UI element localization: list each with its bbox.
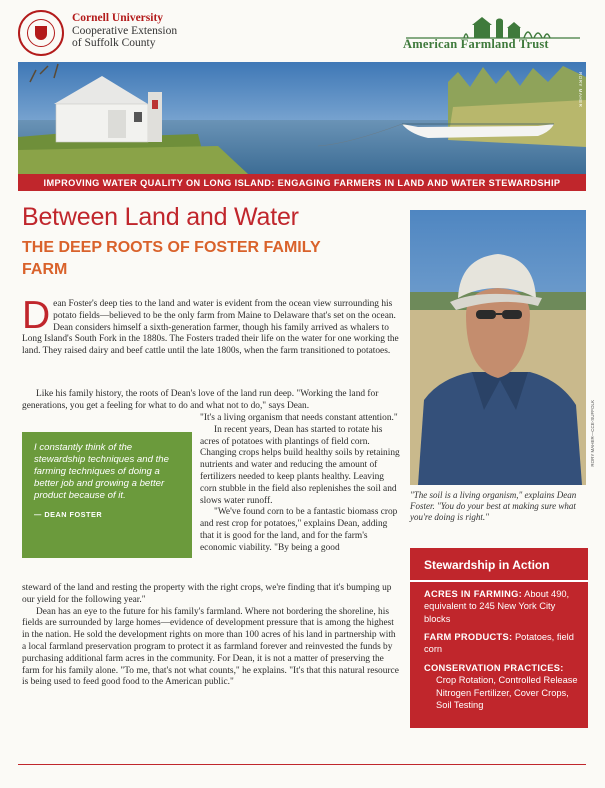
tagline-bar: IMPROVING WATER QUALITY ON LONG ISLAND: ENGAGING FARMERS IN LAND AND WATER STEWARDSHIP — [18, 174, 586, 191]
sidebar-heading: Stewardship in Action — [424, 558, 550, 572]
aft-name: American Farmland Trust — [403, 37, 549, 51]
article-full-width-text — [22, 583, 400, 689]
portrait-photo-dean-foster — [410, 210, 586, 485]
cornell-seal-logo — [18, 10, 64, 56]
article-right-column — [200, 413, 400, 555]
cornell-extension-name — [72, 12, 177, 50]
article-paragraph-5: Dean has an eye to the future for his family's farmland. Where not bordering the shoreline, his fields are surrounded by large homes—evidence of development pressure that is among the highest in the nation. He sold the development rights on more than 100 acres of his land in partnership with a local farmland preservation program to protect it as farmland forever and reinvested the funds by purchasing additional farm acres in the community. For Dean, it is not a matter of preserving the farm for his family alone. "To me, that's not what counts," he explains. "It's that this natural resource is being used to feed good food to the American public." — [22, 606, 399, 688]
drop-cap: D — [22, 294, 51, 337]
banner-photo-barn-boat — [18, 62, 586, 174]
products-label: FARM PRODUCTS: — [424, 632, 513, 642]
portrait-photo-credit: RORY MAHER—CCE-SUFFOLK — [590, 400, 595, 467]
pull-quote-text: I constantly think of the stewardship techniques and the farming techniques of doing a better job and growing a better product because of it. — [34, 442, 169, 501]
practices-value: Crop Rotation, Controlled Release Nitrogen Fertilizer, Cover Crops, Soil Testing — [436, 675, 578, 711]
sidebar-products — [424, 631, 582, 656]
cornell-name: Cornell University — [72, 12, 164, 24]
paragraph-1-text: ean Foster's deep ties to the land and water is evident from the ocean view surrounding his potato fields—believed to be the only farm from Maine to Delaware that's set on the ocean. Dean considers himself a sixth-generation farmer, though his family arrived as whalers to Long Island's South Fork in the 1880s. The Fosters traded their life on the water for one working the land. They raised dairy and beef cattle until the late 1800s, when the farm transitioned to potatoes. — [22, 299, 399, 357]
article-subtitle: THE DEEP ROOTS OF FOSTER FAMILY FARM — [22, 239, 321, 278]
sidebar-divider — [410, 580, 588, 582]
county-line: of Suffolk County — [72, 37, 156, 49]
acres-label: ACRES IN FARMING: — [424, 589, 523, 599]
cooperative-extension-line: Cooperative Extension — [72, 24, 178, 37]
article-title: Between Land and Water — [22, 203, 299, 231]
article-paragraph-4-end: steward of the land and resting the property with the right crops, we're finding that it's bumping up our yield for the following year." — [22, 583, 392, 605]
banner-photo-credit: RORY MAHER — [578, 72, 583, 108]
article-paragraph-4-start: "We've found corn to be a fantastic biomass crop and rest crop for potatoes," explains Dean, adding that it is good for the land, and for the farm's economic viability. "By being a good — [200, 507, 398, 553]
sidebar-practices — [424, 662, 582, 712]
article-paragraph-2: Like his family history, the roots of Dean's love of the land run deep. "Working the land for generations, you get a feeling for what to do and what not to do," says Dean. — [22, 389, 379, 411]
portrait-caption: "The soil is a living organism," explains Dean Foster. "You do your best at making sure what you're doing is right." — [410, 490, 577, 522]
footer-rule — [18, 764, 586, 765]
article-paragraph-1 — [22, 294, 400, 358]
pull-quote — [22, 432, 192, 558]
pull-quote-attribution: — DEAN FOSTER — [34, 510, 103, 519]
practices-label: CONSERVATION PRACTICES: — [424, 663, 564, 673]
products-value: Potatoes, field corn — [424, 632, 574, 655]
article-paragraph-3: In recent years, Dean has started to rotate his acres of potatoes with plantings of field corn. Changing crops helps build healthy soils by retaining nutrients and water and reducing the amount of fertilizers needed to keep plants healthy. Leaving corn stubble in the field also replenishes the soil and slows water runoff. — [200, 424, 400, 506]
sidebar-acres — [424, 588, 582, 625]
paragraph-2-continued: "It's a living organism that needs constant attention." — [200, 413, 398, 423]
acres-value: About 490, equivalent to 245 New York City blocks — [424, 589, 570, 624]
